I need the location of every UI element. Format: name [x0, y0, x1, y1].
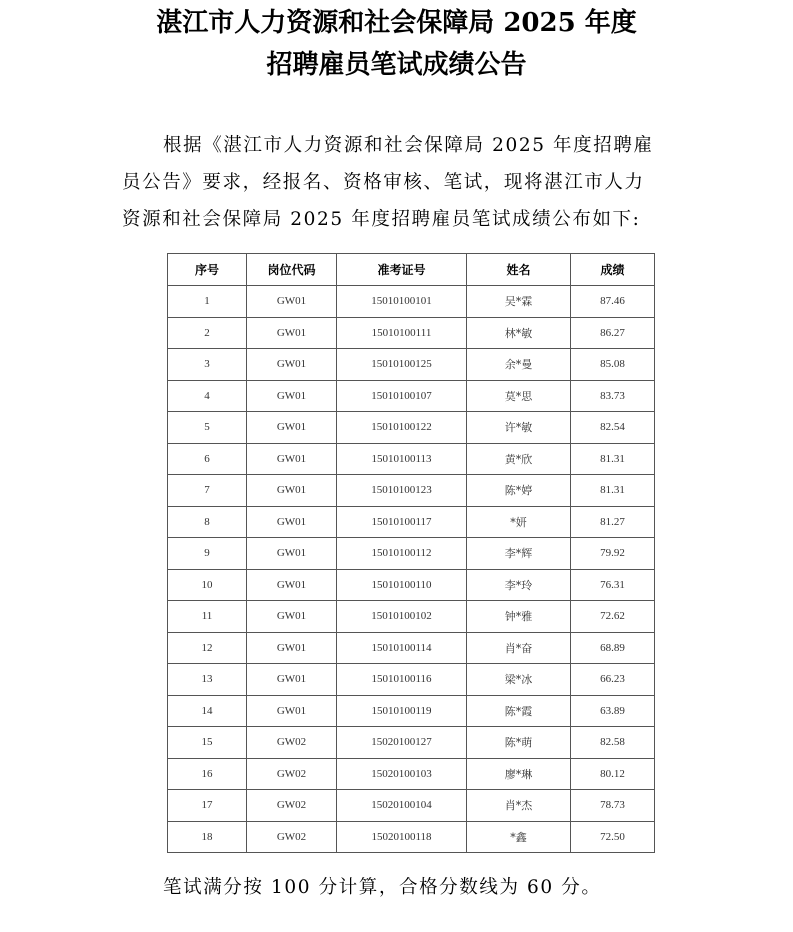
cell-exam-number: 15020100103	[337, 758, 467, 790]
cell-name: 陈*萌	[467, 727, 571, 759]
cell-exam-number: 15010100123	[337, 475, 467, 507]
cell-post-code: GW01	[247, 380, 337, 412]
cell-seq: 11	[168, 601, 247, 633]
cell-score: 66.23	[571, 664, 655, 696]
table-row	[168, 727, 655, 759]
table-row	[168, 664, 655, 696]
table-row	[168, 506, 655, 538]
table-row	[168, 821, 655, 853]
cell-seq: 18	[168, 821, 247, 853]
cell-name: 李*辉	[467, 538, 571, 570]
cell-post-code: GW01	[247, 632, 337, 664]
cell-post-code: GW01	[247, 317, 337, 349]
cell-score: 72.50	[571, 821, 655, 853]
cell-exam-number: 15010100117	[337, 506, 467, 538]
cell-post-code: GW01	[247, 538, 337, 570]
cell-name: *鑫	[467, 821, 571, 853]
header-score: 成绩	[571, 254, 655, 286]
cell-seq: 5	[168, 412, 247, 444]
intro-line-1: 根据《湛江市人力资源和社会保障局 2025 年度招聘雇	[163, 135, 654, 156]
cell-post-code: GW02	[247, 758, 337, 790]
table-row	[168, 758, 655, 790]
cell-seq: 1	[168, 286, 247, 318]
cell-seq: 12	[168, 632, 247, 664]
table-row	[168, 349, 655, 381]
cell-score: 81.31	[571, 475, 655, 507]
cell-seq: 14	[168, 695, 247, 727]
cell-score: 82.58	[571, 727, 655, 759]
cell-seq: 8	[168, 506, 247, 538]
cell-seq: 4	[168, 380, 247, 412]
cell-name: 许*敏	[467, 412, 571, 444]
cell-score: 79.92	[571, 538, 655, 570]
cell-post-code: GW01	[247, 412, 337, 444]
cell-seq: 6	[168, 443, 247, 475]
cell-post-code: GW02	[247, 821, 337, 853]
cell-score: 68.89	[571, 632, 655, 664]
cell-seq: 7	[168, 475, 247, 507]
cell-score: 63.89	[571, 695, 655, 727]
header-name: 姓名	[467, 254, 571, 286]
cell-exam-number: 15010100111	[337, 317, 467, 349]
cell-exam-number: 15010100122	[337, 412, 467, 444]
cell-post-code: GW02	[247, 727, 337, 759]
cell-exam-number: 15010100102	[337, 601, 467, 633]
cell-name: 莫*思	[467, 380, 571, 412]
table-row	[168, 538, 655, 570]
cell-exam-number: 15010100116	[337, 664, 467, 696]
cell-post-code: GW01	[247, 349, 337, 381]
cell-score: 85.08	[571, 349, 655, 381]
cell-exam-number: 15010100101	[337, 286, 467, 318]
intro-paragraph	[122, 127, 692, 238]
cell-name: 陈*婷	[467, 475, 571, 507]
table-row	[168, 317, 655, 349]
cell-score: 81.27	[571, 506, 655, 538]
cell-seq: 2	[168, 317, 247, 349]
cell-exam-number: 15020100127	[337, 727, 467, 759]
table-row	[168, 569, 655, 601]
table-row	[168, 443, 655, 475]
intro-line-3: 资源和社会保障局 2025 年度招聘雇员笔试成绩公布如下:	[122, 209, 641, 230]
cell-post-code: GW01	[247, 695, 337, 727]
cell-name: 李*玲	[467, 569, 571, 601]
cell-post-code: GW01	[247, 506, 337, 538]
cell-name: 钟*雅	[467, 601, 571, 633]
cell-post-code: GW01	[247, 601, 337, 633]
cell-exam-number: 15010100110	[337, 569, 467, 601]
cell-seq: 17	[168, 790, 247, 822]
table-row	[168, 632, 655, 664]
cell-score: 83.73	[571, 380, 655, 412]
cell-post-code: GW01	[247, 286, 337, 318]
cell-seq: 16	[168, 758, 247, 790]
cell-exam-number: 15020100104	[337, 790, 467, 822]
cell-seq: 9	[168, 538, 247, 570]
header-seq: 序号	[168, 254, 247, 286]
cell-score: 76.31	[571, 569, 655, 601]
table-row	[168, 601, 655, 633]
cell-score: 80.12	[571, 758, 655, 790]
table-header-row	[168, 254, 655, 286]
cell-exam-number: 15010100112	[337, 538, 467, 570]
cell-exam-number: 15010100125	[337, 349, 467, 381]
passing-note: 笔试满分按 100 分计算，合格分数线为 60 分。	[163, 877, 602, 898]
table-row	[168, 790, 655, 822]
intro-line-2: 员公告》要求，经报名、资格审核、笔试，现将湛江市人力	[122, 172, 645, 193]
cell-score: 81.31	[571, 443, 655, 475]
cell-exam-number: 15010100107	[337, 380, 467, 412]
cell-score: 72.62	[571, 601, 655, 633]
cell-name: 余*曼	[467, 349, 571, 381]
cell-seq: 10	[168, 569, 247, 601]
cell-seq: 3	[168, 349, 247, 381]
cell-exam-number: 15010100114	[337, 632, 467, 664]
cell-post-code: GW02	[247, 790, 337, 822]
table-row	[168, 380, 655, 412]
table-row	[168, 695, 655, 727]
cell-exam-number: 15020100118	[337, 821, 467, 853]
cell-seq: 15	[168, 727, 247, 759]
cell-name: *妍	[467, 506, 571, 538]
cell-exam-number: 15010100119	[337, 695, 467, 727]
cell-post-code: GW01	[247, 569, 337, 601]
page-title-line-1: 湛江市人力资源和社会保障局 2025 年度	[156, 8, 637, 38]
cell-post-code: GW01	[247, 475, 337, 507]
score-table-body	[168, 286, 655, 853]
header-post-code: 岗位代码	[247, 254, 337, 286]
cell-score: 82.54	[571, 412, 655, 444]
cell-name: 肖*奋	[467, 632, 571, 664]
cell-post-code: GW01	[247, 443, 337, 475]
table-row	[168, 475, 655, 507]
cell-score: 78.73	[571, 790, 655, 822]
cell-score: 86.27	[571, 317, 655, 349]
cell-name: 林*敏	[467, 317, 571, 349]
cell-name: 陈*霞	[467, 695, 571, 727]
table-row	[168, 286, 655, 318]
score-table	[167, 253, 655, 853]
cell-name: 梁*冰	[467, 664, 571, 696]
cell-seq: 13	[168, 664, 247, 696]
page-title-line-2: 招聘雇员笔试成绩公告	[266, 50, 527, 80]
cell-post-code: GW01	[247, 664, 337, 696]
cell-name: 吴*霖	[467, 286, 571, 318]
cell-exam-number: 15010100113	[337, 443, 467, 475]
cell-name: 廖*琳	[467, 758, 571, 790]
table-row	[168, 412, 655, 444]
cell-name: 肖*杰	[467, 790, 571, 822]
cell-name: 黄*欣	[467, 443, 571, 475]
header-exam-number: 准考证号	[337, 254, 467, 286]
cell-score: 87.46	[571, 286, 655, 318]
